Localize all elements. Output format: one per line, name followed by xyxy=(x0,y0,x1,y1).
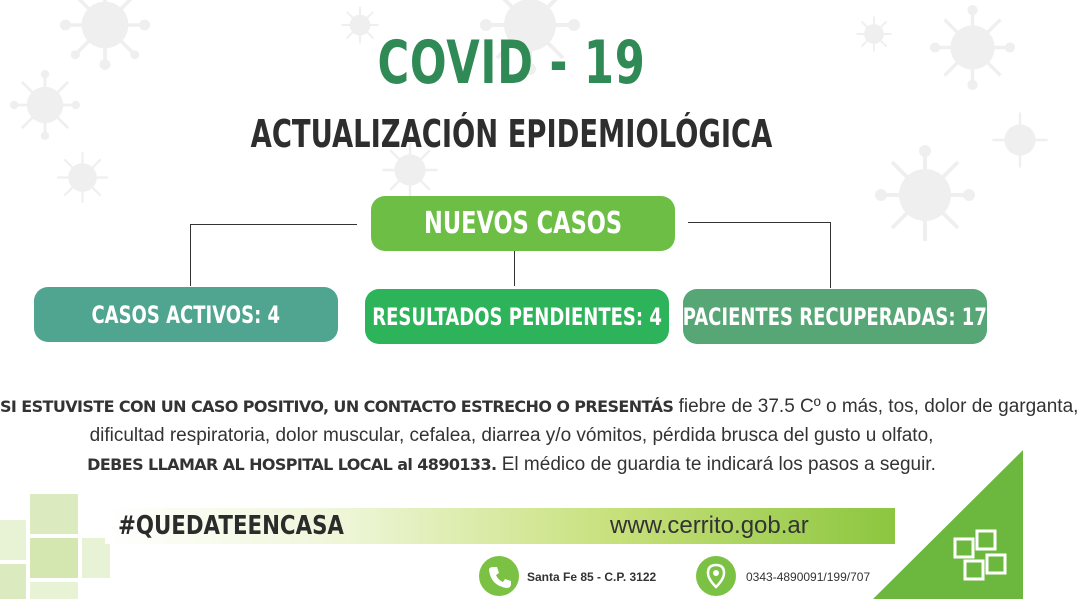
info-line1-rest: fiebre de 37.5 Cº o más, tos, dolor de garganta, xyxy=(673,396,1078,417)
phone-icon xyxy=(479,556,519,596)
nuevos-casos-label: NUEVOS CASOS xyxy=(423,206,623,241)
info-line3-rest: El médico de guardia te indicará los pasos a seguir. xyxy=(496,454,936,475)
decorative-squares xyxy=(0,480,110,599)
connector-line xyxy=(514,250,515,286)
virus-icon xyxy=(930,5,1015,90)
address-text: Santa Fe 85 - C.P. 3122 xyxy=(527,570,657,584)
connector-line xyxy=(830,222,831,288)
location-pin-icon xyxy=(696,556,736,596)
pacientes-recuperadas-label: PACIENTES RECUPERADAS: 17 xyxy=(682,302,988,331)
info-line2: dificultad respiratoria, dolor muscular, cefalea, diarrea y/o vómitos, pérdida brusca del gusto u olfato, xyxy=(89,425,934,446)
virus-icon xyxy=(10,70,80,140)
info-paragraph xyxy=(0,392,1078,479)
location-icon-circle xyxy=(696,556,736,596)
page-subtitle: ACTUALIZACIÓN EPIDEMIOLÓGICA xyxy=(250,112,773,156)
connector-line xyxy=(688,222,830,223)
virus-icon xyxy=(55,150,110,205)
virus-icon xyxy=(875,145,975,245)
resultados-pendientes-box xyxy=(365,289,669,344)
info-line1-bold: SI ESTUVISTE CON UN CASO POSITIVO, UN CONTACTO ESTRECHO O PRESENTÁS xyxy=(0,397,674,416)
website-link[interactable]: www.cerrito.gob.ar xyxy=(610,512,809,539)
pacientes-recuperadas-box xyxy=(683,289,987,344)
nuevos-casos-box xyxy=(371,196,675,251)
casos-activos-label: CASOS ACTIVOS: 4 xyxy=(91,300,281,329)
virus-icon xyxy=(60,0,150,70)
resultados-pendientes-label: RESULTADOS PENDIENTES: 4 xyxy=(372,302,662,331)
virus-icon xyxy=(990,110,1050,170)
phone-icon-circle xyxy=(479,556,519,596)
page-title: COVID - 19 xyxy=(377,28,646,98)
hashtag: #QUEDATEENCASA xyxy=(118,511,344,541)
phone-text: 0343-4890091/199/707 xyxy=(746,570,871,584)
connector-line xyxy=(190,224,357,225)
info-line3-bold: DEBES LLAMAR AL HOSPITAL LOCAL al 4890133. xyxy=(87,455,497,474)
connector-line xyxy=(190,224,191,286)
logo-icon xyxy=(952,527,1008,587)
casos-activos-box xyxy=(34,287,338,342)
